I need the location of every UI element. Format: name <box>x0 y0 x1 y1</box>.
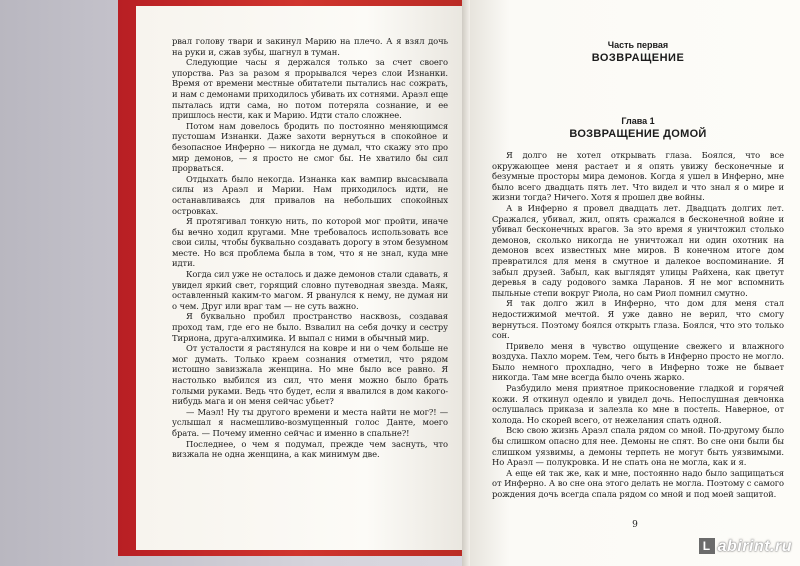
left-page <box>136 6 466 550</box>
left-paragraph: Следующие часы я держался только за счет своего упорства. Раз за разом я прорывался через слои Изнанки. Время от времени местные обитатели пытались нас сожрать, и нам с демонами приходилось убивать их сотнями. Араэл еще пыталась идти сама, но потом потеряла сознание, и ее пришлось нести, как и Марию. Идти стало сложнее. <box>172 57 448 121</box>
left-paragraph: — Маэл! Ну ты другого времени и места найти не мог?! — услышал я насмешливо-возмущенный голос Данте, моего брата. — Почему именно сейчас и именно в спальне?! <box>172 406 448 438</box>
left-paragraph: Потом нам довелось бродить по постоянно меняющимся пустошам Изнанки. Даже захоти вернуться в спокойное и безопасное Инферно — никогда не думал, что скажу это про мир демонов, — я просто не смог бы. Не хватило бы сил прорваться. <box>172 120 448 174</box>
left-paragraph: Последнее, о чем я подумал, прежде чем заснуть, что визжала не одна женщина, а как минимум две. <box>172 438 448 460</box>
right-paragraph: А в Инферно я провел двадцать лет. Двадцать долгих лет. Сражался, убивал, жил, опять сражался в бесконечной войне и убивал бесконечных врагов. За это время я уничтожил столько демонов, сколько никогда не уничтожал ни один охотник на демонов всех известных мне миров. В конечном итоге дом превратился для меня в смутное и далекое воспоминание. Я забыл друзей. Забыл, как выглядят улицы Райхена, как цветут деревья в саду родового замка Ларанов. Я не мог вспомнить пыльные степи вокруг Риола, но сам Риол помнил смутно. <box>492 202 784 298</box>
left-paragraph: Я протягивал тонкую нить, по которой мог пройти, иначе бы вечно ходил кругами. Мне требовалось использовать все свои силы, чтобы буквально создавать дорогу в этом безумном месте. Но вся проблема была в том, что я не знал, куда мне идти. <box>172 216 448 269</box>
right-paragraph: Разбудило меня приятное прикосновение гладкой и горячей кожи. Я откинул одеяло и увидел дочь. Непослушная девчонка ослушалась приказа и залезла ко мне в постель. Наверное, от холода. Но скорей всего, от нежелания спать одной. <box>492 383 784 425</box>
watermark-badge: L <box>699 538 715 554</box>
left-paragraph: Я буквально пробил пространство насквозь, создавая проход там, где его не было. Взвалил на себя дочку и сестру Тириона, друга-алхимика. И выпал с ними в обычный мир. <box>172 311 448 343</box>
right-paragraph: Всю свою жизнь Араэл спала рядом со мной. По-другому было бы слишком опасно для нее. Демоны не спят. Во сне они были бы слишком уязвимы, а демоны терпеть не могут быть уязвимыми. Но Араэл — полукровка. И не спать она не могла, как и я. <box>492 425 784 468</box>
part-title: ВОЗВРАЩЕНИЕ <box>591 52 685 64</box>
right-paragraph: А еще ей так же, как и мне, постоянно надо было защищаться от Инферно. А во сне она этого делать не могла. Поэтому с самого рождения дочь всегда спала рядом со мной и под моей защитой. <box>492 467 784 499</box>
left-paragraph: От усталости я растянулся на ковре и ни о чем больше не мог думать. Только краем сознания отметил, что рядом истошно завизжала женщина. Но мне было все равно. Я настолько выбился из сил, что меня можно было брать голыми руками. Ведь что будет, если я ввалился в дом какого-нибудь мага и он меня сейчас убьет? <box>172 343 448 407</box>
chapter-label: Глава 1 <box>621 116 655 126</box>
left-paragraph: Когда сил уже не осталось и даже демонов стали сдавать, я увидел яркий свет, горящий словно путеводная звезда. Маяк, оставленный каким-то магом. Я рванулся к нему, не думая ни о чем. Друг или враг там — не суть важно. <box>172 269 448 311</box>
watermark-text: abirint.ru <box>717 538 792 555</box>
right-paragraph: Привело меня в чувство ощущение свежего и влажного воздуха. Пахло морем. Тем, чего быть в Инферно просто не могло. Было немного прохладно, чего в Инферно тоже не бывает никогда. Там мне всегда было очень жарко. <box>492 340 784 383</box>
page-number: 9 <box>632 520 638 530</box>
right-page <box>470 0 800 566</box>
part-label: Часть первая <box>607 40 669 50</box>
right-paragraph: Я так долго жил в Инферно, что дом для меня стал недостижимой мечтой. Я уже давно не верил, что смогу вернуться. Поэтому боялся открыть глаза. Боялся, что это только сон. <box>492 298 784 341</box>
chapter-title: ВОЗВРАЩЕНИЕ ДОМОЙ <box>569 128 707 140</box>
left-paragraph: Отдыхать было некогда. Изнанка как вампир высасывала силы из Араэл и Марии. Нам приходилось идти, не останавливаясь для привалов на небольших спокойных островках. <box>172 173 448 216</box>
right-paragraph: Я долго не хотел открывать глаза. Боялся, что все окружающее меня растает и я опять увижу бесконечные и безумные просторы мира демонов. Когда я ушел в Инферно, мне было всего двадцать пять лет. Что видел и что знал я о мире и жизни тогда? Ничего. Хотя я прошел две войны. <box>492 150 784 203</box>
left-paragraph: рвал голову твари и закинул Марию на плечо. А я взял дочь на руки и, сжав зубы, шагнул в туман. <box>172 36 448 57</box>
watermark-logo <box>699 538 792 556</box>
